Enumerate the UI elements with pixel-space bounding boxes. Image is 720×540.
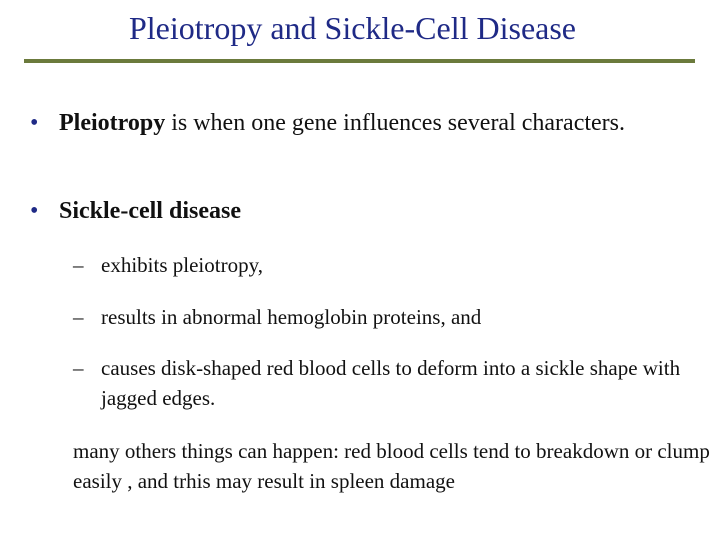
definition-pleiotropy: is when one gene influences several characters.: [165, 110, 626, 136]
subitem-exhibits-pleiotropy: exhibits pleiotropy,: [101, 253, 263, 277]
subitem-marker-1: –: [73, 253, 84, 277]
subitem-marker-2: –: [73, 305, 84, 329]
subitem-marker-3: –: [73, 356, 84, 380]
subitem-abnormal-hemoglobin: results in abnormal hemoglobin proteins, and: [101, 305, 482, 329]
term-pleiotropy: Pleiotropy: [59, 110, 166, 136]
additional-note: many others things can happen: red blood cells tend to breakdown or clump easily , and trhis may result in spleen damage: [73, 439, 710, 493]
bullet-sickle-cell-disease: Sickle-cell disease: [59, 198, 241, 224]
bullet-marker-sickle-cell: •: [30, 198, 39, 224]
bullet-pleiotropy: [59, 108, 679, 138]
title-divider: [24, 59, 695, 63]
bullet-marker-pleiotropy: •: [30, 110, 39, 136]
slide-title: Pleiotropy and Sickle-Cell Disease: [128, 10, 576, 46]
subitem-sickle-shape: causes disk-shaped red blood cells to deform into a sickle shape with jagged edges.: [101, 356, 681, 410]
